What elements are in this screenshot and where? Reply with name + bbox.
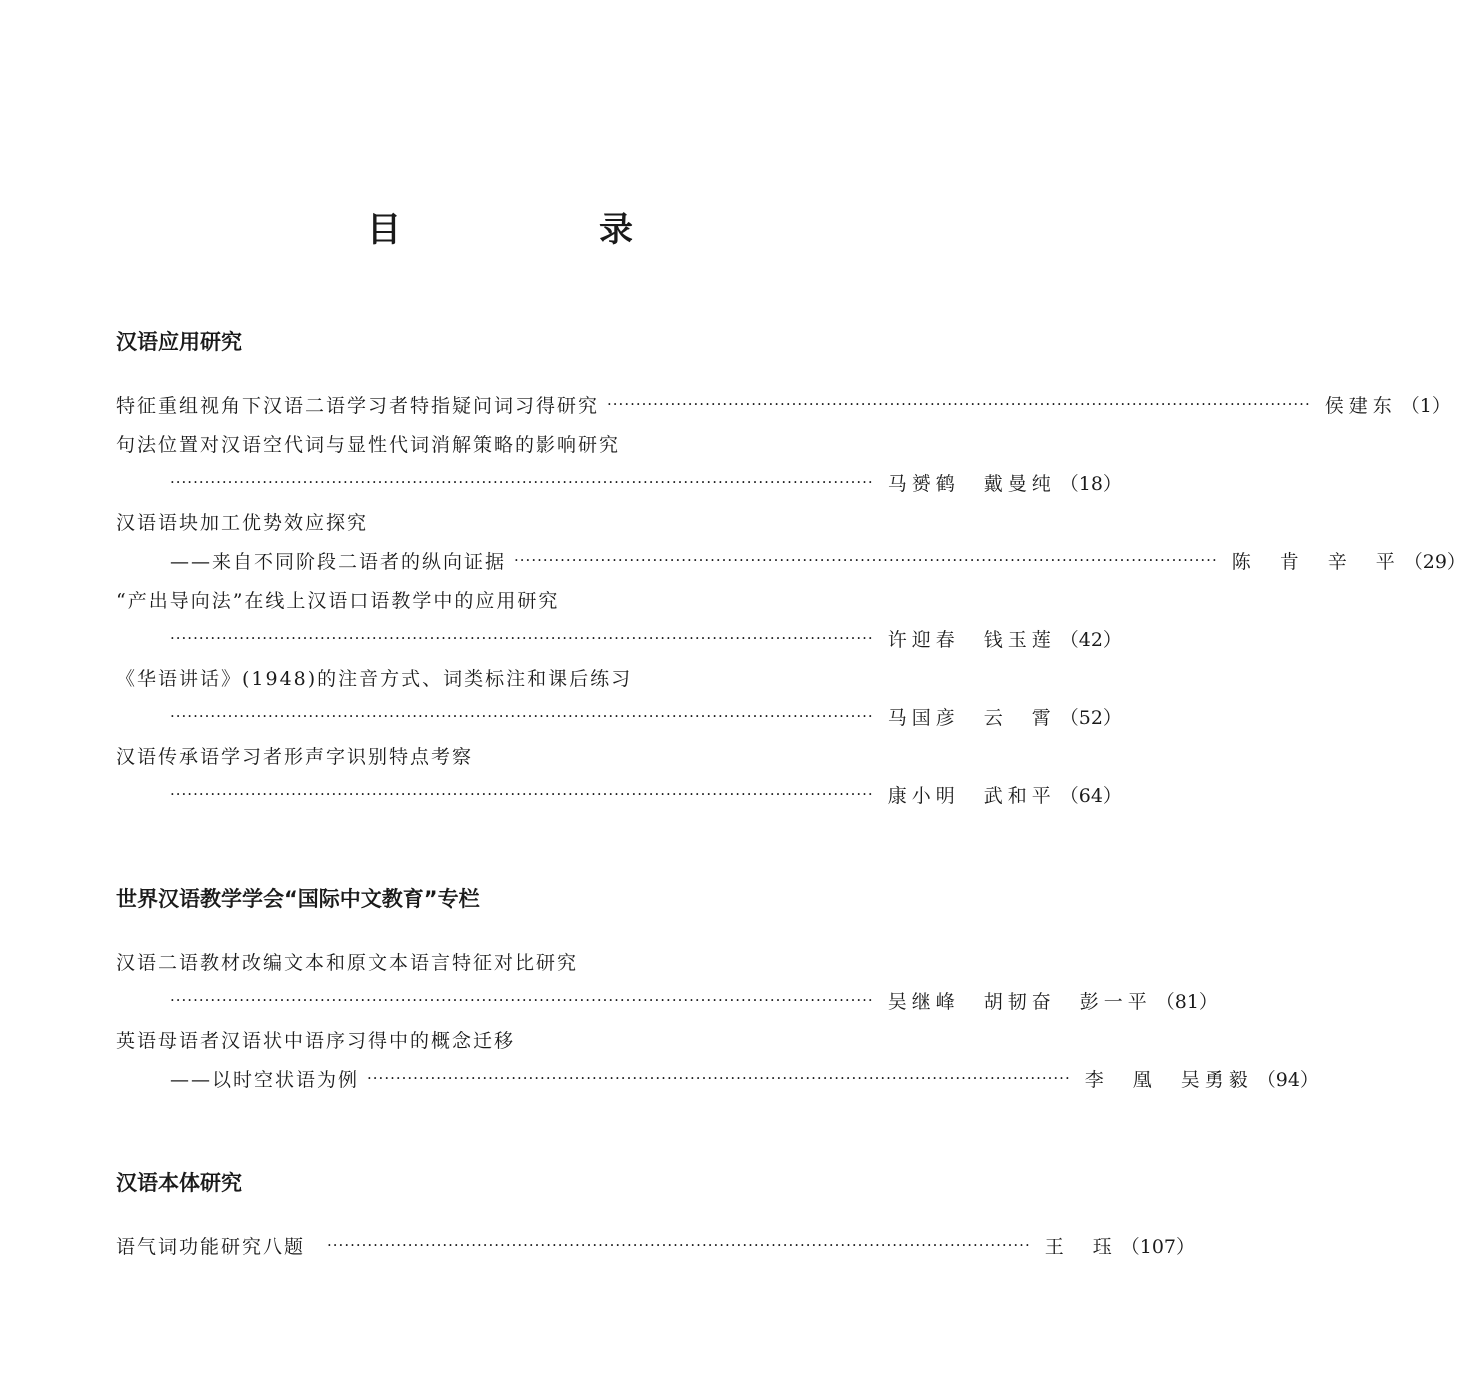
entry-authors: 许迎春 钱玉莲	[887, 629, 1056, 651]
entry-title[interactable]: 汉语二语教材改编文本和原文本语言特征对比研究	[116, 952, 579, 974]
entry-title[interactable]: 《华语讲话》(1948)的注音方式、词类标注和课后练习	[116, 668, 633, 690]
entry-authors: 李 凰 吴勇毅	[1084, 1069, 1253, 1091]
toc-entry-detail	[170, 987, 1218, 1017]
entry-title[interactable]: “产出导向法”在线上汉语口语教学中的应用研究	[116, 590, 560, 612]
dot-leader: ··························································································································	[170, 785, 874, 803]
entry-title[interactable]: 汉语传承语学习者形声字识别特点考察	[116, 746, 474, 768]
entry-title[interactable]: 句法位置对汉语空代词与显性代词消解策略的影响研究	[116, 434, 621, 456]
entry-subtitle: ——以时空状语为例	[170, 1069, 360, 1091]
entry-page: （52）	[1059, 707, 1122, 729]
dot-leader: ··························································································································	[170, 473, 874, 491]
toc-entry-detail	[170, 781, 1122, 811]
entry-authors: 吴继峰 胡韧奋 彭一平	[887, 991, 1152, 1013]
section-heading: 汉语本体研究	[116, 1171, 242, 1195]
dot-leader: ··························································································································	[367, 1069, 1071, 1087]
page-title: 目 录	[367, 210, 715, 250]
entry-title[interactable]: 英语母语者汉语状中语序习得中的概念迁移	[116, 1030, 516, 1052]
toc-entry[interactable]	[116, 391, 1451, 421]
entry-page: （18）	[1059, 473, 1122, 495]
dot-leader: ··························································································································	[170, 991, 874, 1009]
entry-authors: 马国彦 云 霄	[887, 707, 1056, 729]
entry-page: （94）	[1256, 1069, 1319, 1091]
toc-entry[interactable]	[116, 1232, 1196, 1262]
dot-leader: ··························································································································	[327, 1236, 1031, 1254]
entry-authors: 侯建东	[1324, 395, 1397, 417]
entry-page: （64）	[1059, 785, 1122, 807]
section-heading: 世界汉语教学学会“国际中文教育”专栏	[116, 887, 480, 911]
entry-subtitle: ——来自不同阶段二语者的纵向证据	[170, 551, 507, 573]
entry-authors: 王 珏	[1044, 1236, 1117, 1258]
entry-authors: 马赟鹤 戴曼纯	[887, 473, 1056, 495]
entry-page: （1）	[1400, 395, 1451, 417]
section-heading: 汉语应用研究	[116, 330, 242, 354]
entry-title: 语气词功能研究八题	[116, 1236, 306, 1258]
entry-page: （81）	[1155, 991, 1218, 1013]
toc-entry-detail	[170, 547, 1466, 577]
entry-title: 特征重组视角下汉语二语学习者特指疑问词习得研究	[116, 395, 600, 417]
toc-entry-detail	[170, 1065, 1319, 1095]
dot-leader: ··························································································································	[170, 629, 874, 647]
entry-authors: 康小明 武和平	[887, 785, 1056, 807]
toc-entry-detail	[170, 625, 1122, 655]
entry-page: （42）	[1059, 629, 1122, 651]
dot-leader: ··························································································································	[170, 707, 874, 725]
entry-authors: 陈 肯 辛 平	[1231, 551, 1400, 573]
entry-page: （107）	[1120, 1236, 1196, 1258]
entry-title[interactable]: 汉语语块加工优势效应探究	[116, 512, 369, 534]
toc-entry-detail	[170, 703, 1122, 733]
dot-leader: ··························································································································	[514, 551, 1218, 569]
toc-entry-detail	[170, 469, 1122, 499]
entry-page: （29）	[1403, 551, 1466, 573]
dot-leader: ··························································································································	[607, 395, 1311, 413]
